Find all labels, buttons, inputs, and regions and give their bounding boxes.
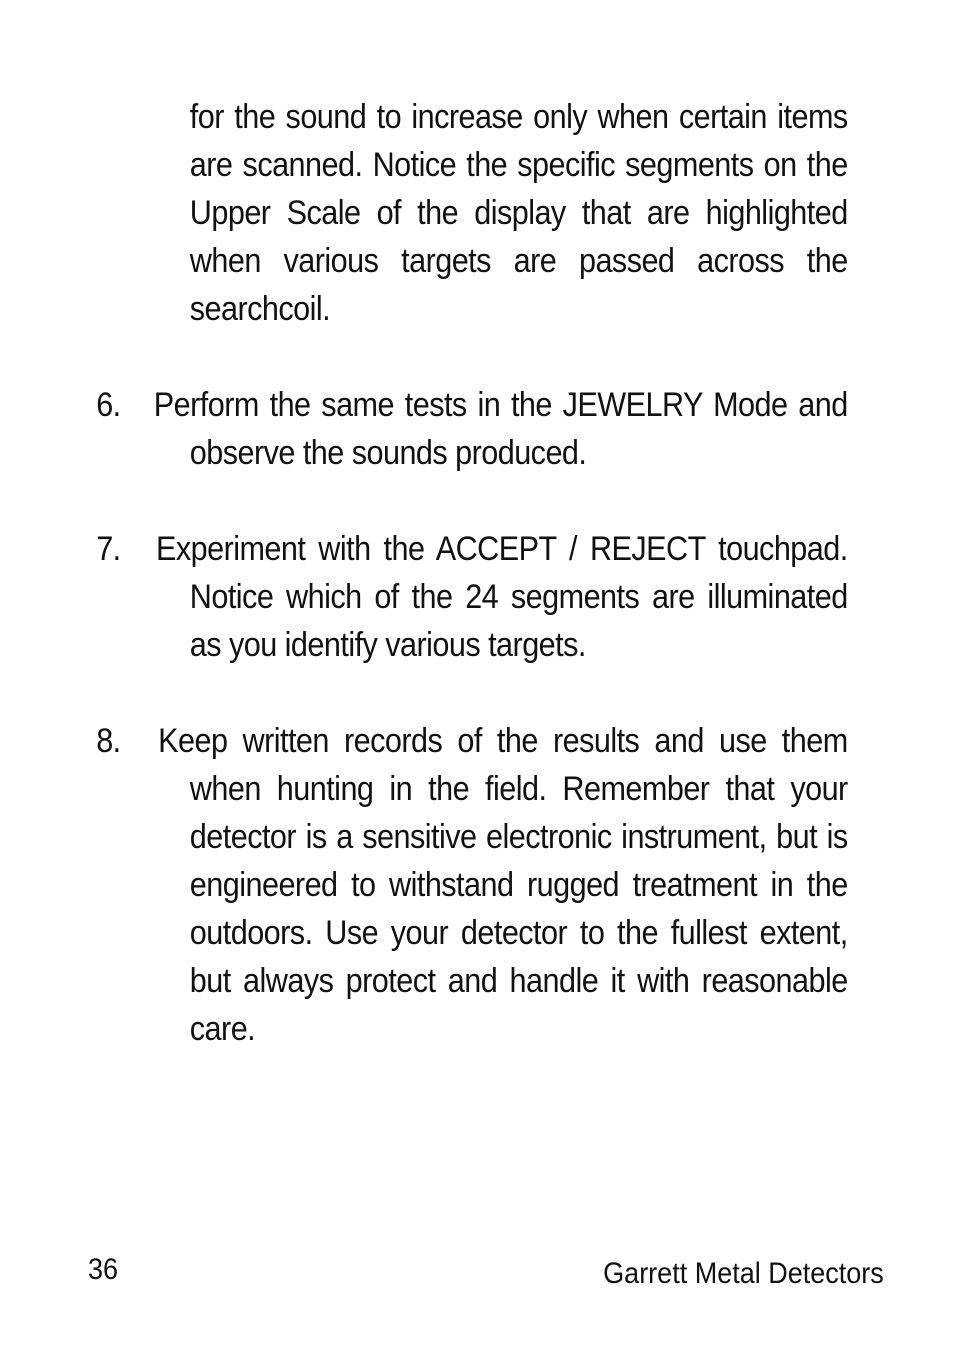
paragraph-text: for the sound to increase only when certain items are scanned. Notice the specific segments on the Upper Scale of the display that are highlighted when various targets are passed across the searchcoil.: [189, 98, 848, 328]
paragraph-text: Keep written records of the results and use them when hunting in the field. Remember that your detector is a sensitive electronic instrument, but is engineered to withstand rugged treatment in the outdoors. Use your detector to the fullest extent, but always protect and handle it with reasonable care.: [158, 722, 848, 1048]
list-item-8: 8. Keep written records of the results and use them when hunting in the field. Remember that your detector is a sensitive electronic instrument, but is engineered to withstand rugged treatment in the outdoors. Use your detector to the fullest extent, but always protect and handle it with reasonable care.: [96, 722, 848, 1048]
paragraph-text: Perform the same tests in the JEWELRY Mode and observe the sounds produced.: [153, 386, 848, 472]
footer-brand: Garrett Metal Detectors: [603, 1257, 884, 1290]
paragraph-text: Experiment with the ACCEPT / REJECT touchpad. Notice which of the 24 segments are illuminated as you identify various targets.: [155, 530, 848, 664]
list-item-7: 7. Experiment with the ACCEPT / REJECT touchpad. Notice which of the 24 segments are illuminated as you identify various targets.: [96, 530, 848, 664]
list-item-6: 6. Perform the same tests in the JEWELRY Mode and observe the sounds produced.: [96, 386, 848, 472]
body-text: [96, 93, 848, 1101]
paragraph-continued: [143, 93, 848, 333]
page-number: 36: [88, 1253, 119, 1286]
